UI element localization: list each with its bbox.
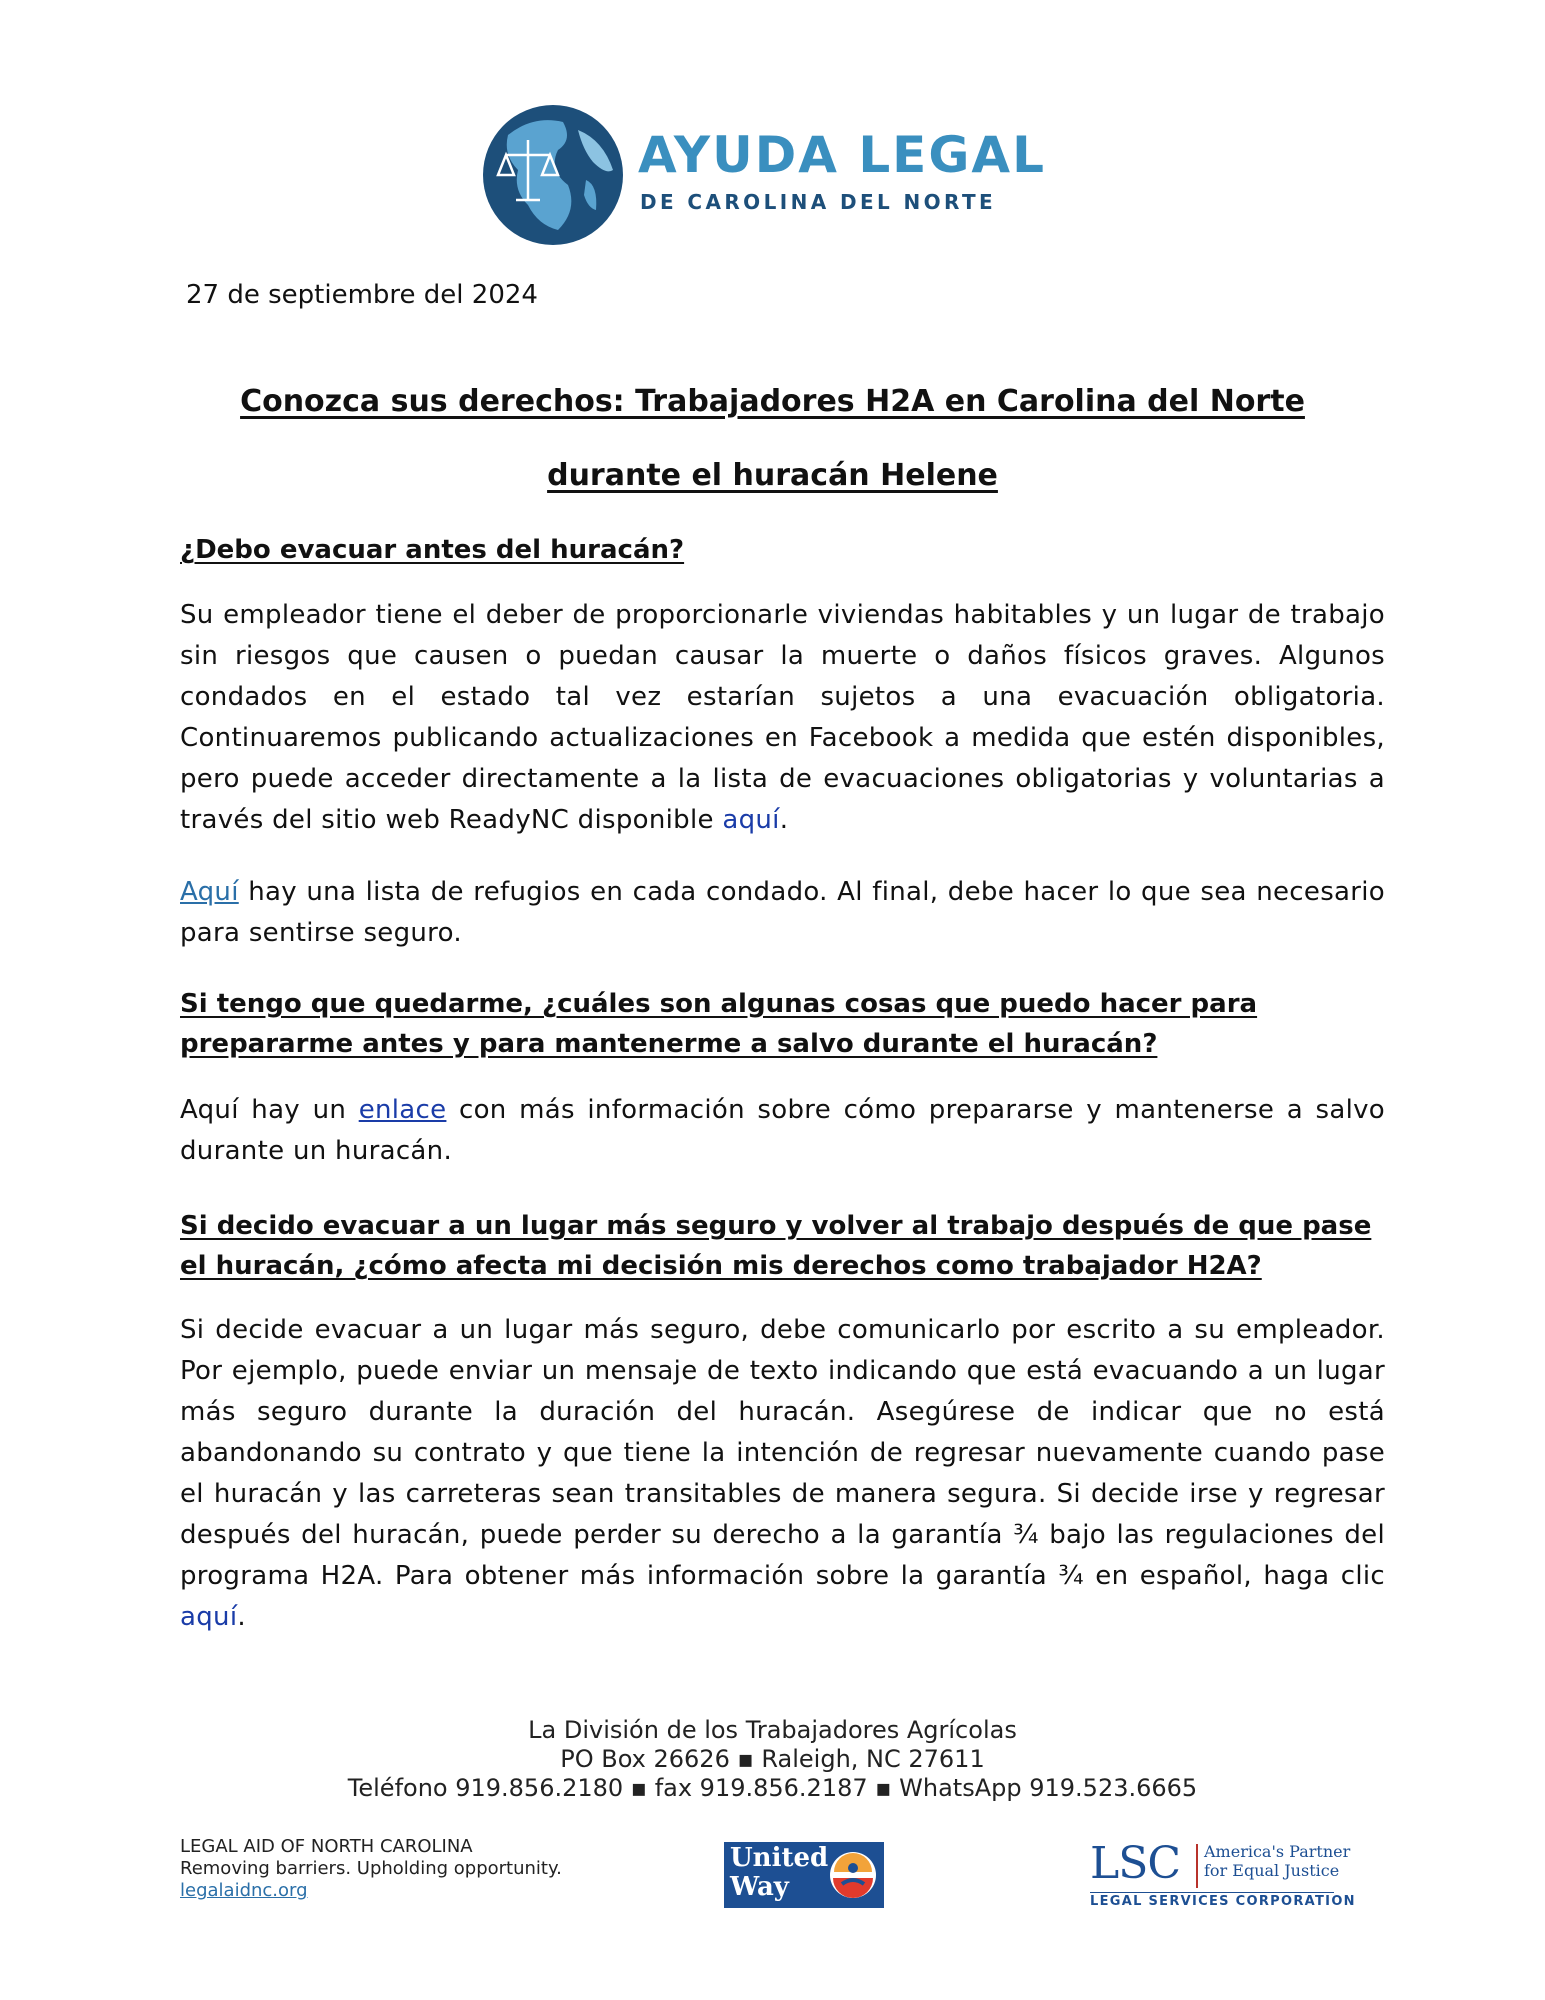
- section-stay-question: [180, 984, 1385, 1064]
- paragraph-text: Si decide evacuar a un lugar más seguro, debe comunicarlo por escrito a su empleador. Por ejemplo, puede enviar un mensaje de texto indicando que está evacuando a un lugar más seguro durante la duración del huracán. Asegúrese de indicar que no está abandonando su contrato y que tiene la intención de regresar nuevamente cuando pase el huracán y las carreteras sean transitables de manera segura. Si decide irse y regresar después del huracán, puede perder su derecho a la garantía ¾ bajo las regulaciones del programa H2A. Para obtener más información sobre la garantía ¾ en español, haga clic: [180, 1315, 1385, 1591]
- united-way-wordmark: [730, 1844, 828, 1902]
- footer-po-box: PO Box 26626 ▪ Raleigh, NC 27611: [560, 1745, 985, 1773]
- shelters-link[interactable]: Aquí: [180, 877, 239, 907]
- lsc-rule: [1090, 1892, 1334, 1893]
- paragraph: [180, 1090, 1385, 1172]
- paragraph-text: con más información sobre cómo prepararse y mantenerse a salvo durante un huracán.: [180, 1095, 1385, 1166]
- section-return-body: [180, 1310, 1385, 1638]
- document-title-line-2: durante el huracán Helene: [547, 458, 998, 493]
- paragraph: [180, 595, 1385, 841]
- footer-address: [0, 1716, 1545, 1803]
- section-heading: ¿Debo evacuar antes del huracán?: [180, 535, 685, 565]
- section-heading: Si tengo que quedarme, ¿cuáles son algunas cosas que puedo hacer para prepararme antes y para mantenerme a salvo durante el huracán?: [180, 989, 1258, 1059]
- document-date: 27 de septiembre del 2024: [186, 280, 538, 310]
- org-tagline: Removing barriers. Upholding opportunity.: [180, 1858, 562, 1879]
- section-heading: Si decido evacuar a un lugar más seguro y volver al trabajo después de que pase el huracán, ¿cómo afecta mi decisión mis derechos como trabajador H2A?: [180, 1211, 1372, 1281]
- section-evacuate-body: [180, 595, 1385, 841]
- lsc-tagline: [1204, 1842, 1350, 1880]
- guarantee-link[interactable]: aquí: [180, 1602, 238, 1632]
- logo-title: AYUDA LEGAL: [638, 126, 1046, 184]
- section-evacuate-question: [180, 530, 1385, 570]
- section-return-question: [180, 1206, 1385, 1286]
- paragraph: [180, 872, 1385, 954]
- section-stay-body: [180, 1090, 1385, 1172]
- globe-scales-icon: [478, 100, 628, 250]
- lsc-divider: [1196, 1844, 1198, 1888]
- footer-phone: Teléfono 919.856.2180 ▪ fax 919.856.2187 ▪ WhatsApp 919.523.6665: [347, 1774, 1198, 1802]
- document-title-line-1: Conozca sus derechos: Trabajadores H2A en Carolina del Norte: [240, 384, 1305, 419]
- org-name: LEGAL AID OF NORTH CAROLINA: [180, 1836, 473, 1857]
- logo-subtitle: DE CAROLINA DEL NORTE: [640, 190, 997, 214]
- paragraph-punctuation: .: [779, 805, 789, 835]
- paragraph-text: Aquí hay un: [180, 1095, 359, 1125]
- paragraph: [180, 1310, 1385, 1638]
- footer-division: La División de los Trabajadores Agrícolas: [528, 1716, 1017, 1744]
- readync-link[interactable]: aquí: [722, 805, 780, 835]
- org-website-link[interactable]: legalaidnc.org: [180, 1880, 308, 1901]
- shelters-paragraph: [180, 872, 1385, 954]
- united-way-logo: [724, 1842, 884, 1908]
- united-way-hand-icon: [828, 1850, 878, 1900]
- lsc-tagline-line-1: America's Partner: [1204, 1842, 1351, 1861]
- lsc-wordmark: LSC: [1090, 1838, 1181, 1889]
- legal-aid-org: [180, 1836, 562, 1902]
- lsc-logo: [1090, 1836, 1356, 1909]
- united-way-line-1: United: [730, 1843, 829, 1873]
- lsc-corporation-name: LEGAL SERVICES CORPORATION: [1090, 1894, 1356, 1909]
- prepare-link[interactable]: enlace: [358, 1095, 447, 1125]
- paragraph-punctuation: .: [237, 1602, 246, 1632]
- paragraph-text: Su empleador tiene el deber de proporcionarle viviendas habitables y un lugar de trabajo sin riesgos que causen o puedan causar la muerte o daños físicos graves. Algunos condados en el estado tal vez estarían sujetos a una evacuación obligatoria. Continuaremos publicando actualizaciones en Facebook a medida que estén disponibles, pero puede acceder directamente a la lista de evacuaciones obligatorias y voluntarias a través del sitio web ReadyNC disponible: [180, 600, 1385, 835]
- lsc-tagline-line-2: for Equal Justice: [1204, 1861, 1340, 1880]
- ayuda-legal-logo: [478, 100, 1058, 250]
- paragraph-text: hay una lista de refugios en cada condado. Al final, debe hacer lo que sea necesario para sentirse seguro.: [180, 877, 1385, 948]
- united-way-line-2: Way: [730, 1872, 789, 1902]
